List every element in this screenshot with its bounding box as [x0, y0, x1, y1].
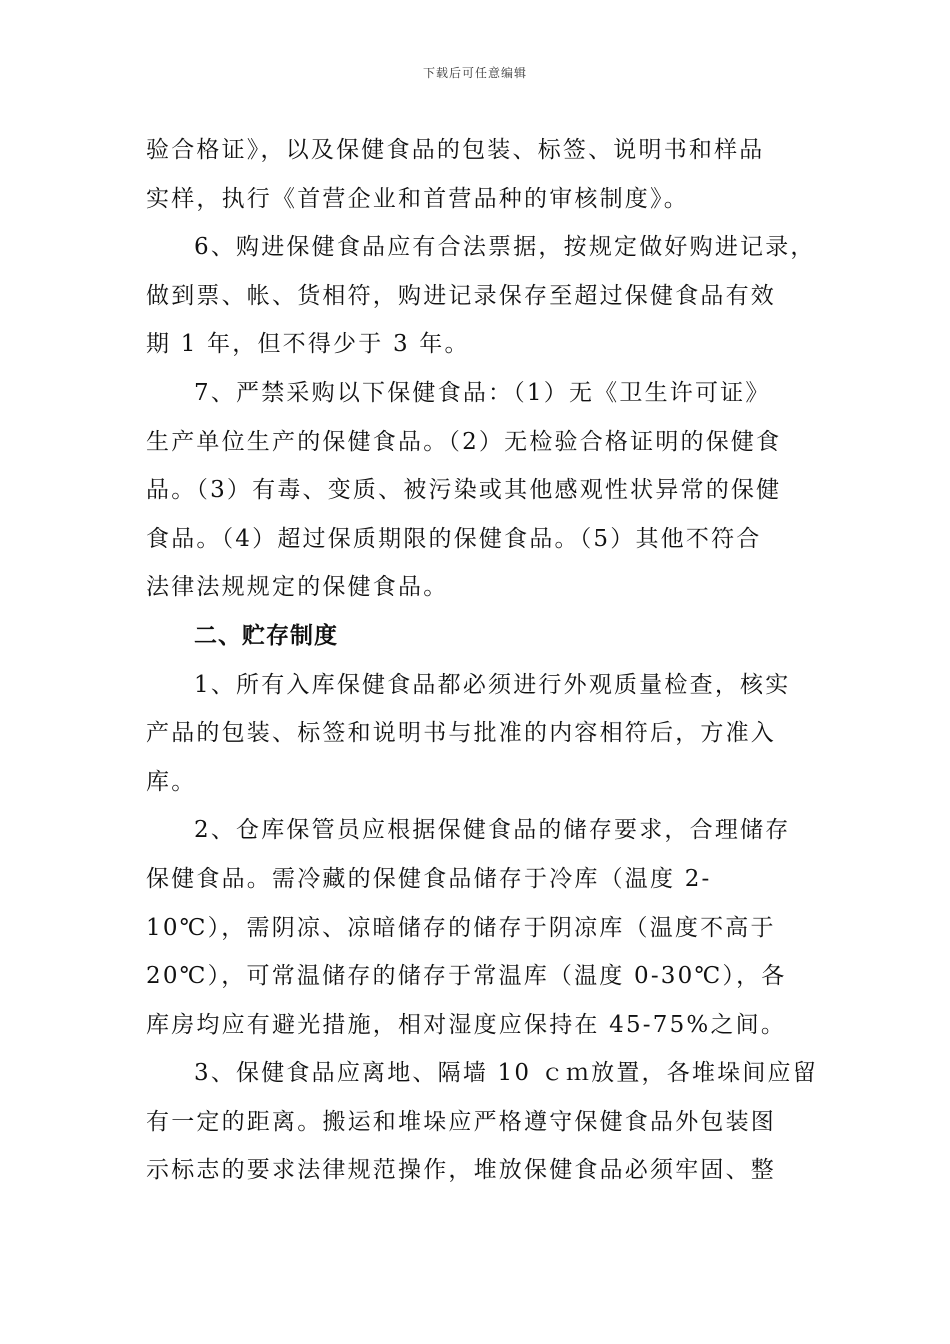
paragraph-item-3: 3、保健食品应离地、隔墙 10 ｃｍ放置，各堆垛间应留: [194, 1060, 818, 1087]
text-line: 产品的包装、标签和说明书与批准的内容相符后，方准入: [146, 720, 776, 747]
text-line: 20℃），可常温储存的储存于常温库（温度 0-30℃），各: [146, 963, 787, 990]
text-line: 生产单位生产的保健食品。（2）无检验合格证明的保健食: [146, 428, 782, 455]
text-line: 做到票、帐、货相符，购进记录保存至超过保健食品有效: [146, 282, 776, 309]
text-line: 品。（3）有毒、变质、被污染或其他感观性状异常的保健: [146, 477, 782, 504]
text-line: 验合格证》，以及保健食品的包装、标签、说明书和样品: [146, 137, 765, 163]
paragraph-item-1: 1、所有入库保健食品都必须进行外观质量检查，核实: [194, 671, 791, 698]
text-line: 法律法规规定的保健食品。: [146, 574, 449, 601]
text-line: 期 1 年，但不得少于 3 年。: [146, 331, 470, 358]
text-line: 库房均应有避光措施，相对湿度应保持在 45-75%之间。: [146, 1011, 787, 1038]
paragraph-item-7: 7、严禁采购以下保健食品：（1）无《卫生许可证》: [194, 379, 771, 406]
page-header: 下载后可任意编辑: [422, 66, 527, 80]
text-line: 示标志的要求法律规范操作，堆放保健食品必须牢固、整: [146, 1157, 776, 1184]
document-body: [146, 128, 818, 1197]
paragraph-item-2: 2、仓库保管员应根据保健食品的储存要求，合理储存: [194, 817, 791, 844]
text-line: 10℃），需阴凉、凉暗储存的储存于阴凉库（温度不高于: [146, 914, 776, 941]
text-line: 食品。（4）超过保质期限的保健食品。（5）其他不符合: [146, 525, 762, 552]
paragraph-item-6: 6、购进保健食品应有合法票据，按规定做好购进记录，: [194, 234, 816, 261]
text-line: 实样，执行《首营企业和首营品种的审核制度》。: [146, 185, 689, 212]
section-heading: 二、贮存制度: [194, 622, 338, 649]
text-line: 库。: [146, 768, 197, 795]
text-line: 保健食品。需冷藏的保健食品储存于冷库（温度 2-: [146, 865, 712, 892]
text-line: 有一定的距离。搬运和堆垛应严格遵守保健食品外包装图: [146, 1108, 776, 1135]
